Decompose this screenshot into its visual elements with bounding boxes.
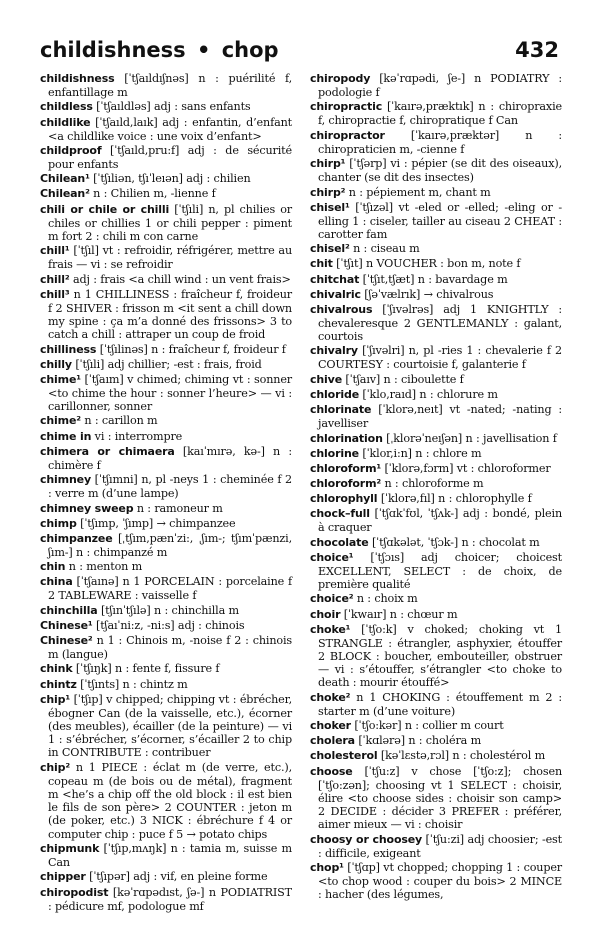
dictionary-entry	[310, 403, 562, 430]
dictionary-entry	[310, 833, 562, 860]
entry-definition: [tʃaıˈni:z, -ni:s] adj : chinois	[92, 618, 245, 632]
dictionary-entry	[310, 129, 562, 156]
entry-definition: adj : frais <a chill wind : un vent frais>	[69, 272, 291, 286]
entry-definition: [ˈtʃɑkələt, ˈtʃɔk-] n : chocolat m	[368, 535, 540, 549]
entry-definition: [ˈtʃıl] vt : refroidir, réfrigérer, mettre au frais — vi : se refroidir	[48, 244, 292, 272]
entry-definition: [kəˈlɛstə,rɔl] n : cholestérol m	[377, 749, 546, 763]
entry-headword: chimera or chimaera	[40, 444, 175, 458]
entry-definition: n : ramoneur m	[133, 501, 223, 515]
entry-definition: [ˈtʃılinəs] n : fraîcheur f, froideur f	[96, 342, 286, 356]
entry-headword: chirp¹	[310, 157, 346, 171]
dictionary-entry	[40, 244, 292, 271]
page-header	[40, 38, 559, 68]
entry-headword: choke²	[310, 690, 351, 704]
entry-headword: choice²	[310, 592, 354, 606]
entry-headword: chink	[40, 662, 73, 676]
entry-definition: n : ciseau m	[349, 242, 420, 256]
dictionary-entry	[40, 144, 292, 171]
entry-definition: [ˈklorə,neıt] vt -nated; -nating : javelliser	[318, 403, 562, 431]
entry-headword: chiropody	[310, 72, 371, 85]
dictionary-entry	[310, 373, 562, 387]
dictionary-entry	[310, 765, 562, 832]
entry-headword: chimp	[40, 516, 77, 530]
entry-headword: chirp²	[310, 185, 346, 199]
dictionary-entry	[40, 445, 292, 472]
entry-headword: chipmunk	[40, 842, 100, 855]
entry-definition: vi : interrompre	[91, 429, 183, 443]
dictionary-entry	[310, 257, 562, 271]
entry-headword: chit	[310, 257, 333, 271]
dictionary-entry	[310, 592, 562, 606]
entry-headword: choose	[310, 764, 353, 778]
dictionary-entry	[310, 388, 562, 402]
entry-definition: n : pépiement m, chant m	[345, 185, 491, 199]
dictionary-entry	[40, 502, 292, 516]
entry-definition: [ˈtʃaıldləs] adj : sans enfants	[92, 100, 251, 114]
dictionary-entry	[310, 447, 562, 461]
dictionary-entry	[40, 842, 292, 869]
entry-headword: Chinese¹	[40, 618, 93, 632]
entry-headword: choke¹	[310, 622, 351, 636]
entry-headword: chimney	[40, 473, 91, 487]
entry-headword: chiropractic	[310, 100, 383, 114]
entry-definition: [ˈʃıvəlrəs] adj 1 KNIGHTLY : chevaleresque 2 GENTLEMANLY : galant, courtois	[318, 302, 562, 344]
entry-definition: [ˈtʃıliən, tʃıˈleıən] adj : chilien	[89, 172, 251, 186]
dictionary-entry	[310, 344, 562, 371]
entry-headword: chime in	[40, 429, 92, 443]
entry-definition: [ˈkaırə,præktər] n : chiropraticien m, -cienne f	[318, 128, 562, 156]
entry-headword: Chilean²	[40, 187, 90, 201]
entry-definition: [ˈklorə,fɔrm] vt : chloroformer	[381, 461, 551, 475]
dictionary-entry	[310, 551, 562, 591]
entry-definition: n 1 CHOKING : étouffement m 2 : starter m (d’une voiture)	[318, 690, 562, 718]
entry-headword: chill²	[40, 272, 70, 286]
entry-headword: chive	[310, 372, 343, 386]
entry-headword: chlorine	[310, 446, 359, 460]
dictionary-entry	[40, 358, 292, 372]
guide-words	[40, 38, 279, 62]
entry-headword: chimney sweep	[40, 501, 134, 515]
entry-headword: chloroform¹	[310, 461, 382, 475]
entry-headword: childlike	[40, 115, 91, 129]
entry-definition: [ˈtʃu:z] v chose [ˈtʃo:z]; chosen [ˈtʃo:zən]; choosing vt 1 SELECT : choisir, élire <to choose sides : choisir son camp> 2 DECIDE : décider 3 PREFER : préférer, aimer mieux — vi : choisir	[318, 764, 562, 832]
entry-headword: chisel²	[310, 242, 350, 256]
entry-definition: n 1 PIECE : éclat m (de verre, etc.), copeau m (de bois ou de métal), fragment m <he’s a chip off the old block : il est bien le fils de son père> 2 COUNTER : jeton m (de poker, etc.) 3 NICK : ébréchure f 4 or computer chip : puce f 5 → potato chips	[48, 760, 292, 841]
entry-definition: [ˈtʃaıld,pru:f] adj : de sécurité pour enfants	[48, 143, 292, 171]
dictionary-entry	[310, 186, 562, 200]
entry-definition: n 1 CHILLINESS : fraîcheur f, froideur f 2 SHIVER : frisson m <it sent a chill down my spine : ça m’a donné des frissons> 3 to catch a chill : attraper un coup de froid	[48, 287, 292, 342]
dictionary-entry	[40, 116, 292, 143]
entry-headword: chimpanzee	[40, 531, 113, 545]
dictionary-entry	[310, 608, 562, 622]
entry-definition: [ˈtʃɑp] vt chopped; chopping 1 : couper <to chop wood : couper du bois> 2 MINCE : hacher (des légumes,	[318, 861, 563, 902]
entry-headword: chop¹	[310, 861, 344, 875]
entry-definition: [ˈtʃo:kər] n : collier m court	[350, 719, 504, 733]
dictionary-entry	[40, 662, 292, 676]
dictionary-entry	[310, 691, 562, 718]
dictionary-entry	[40, 761, 292, 841]
dictionary-entry	[40, 172, 292, 186]
entry-definition: [ˈʃıvəlri] n, pl -ries 1 : chevalerie f 2 COURTESY : courtoisie f, galanterie f	[318, 344, 562, 372]
guide-word-first: childishness	[40, 38, 186, 62]
entry-definition: [ˈtʃıli] n, pl chilies or chiles or chillies 1 or chili pepper : piment m fort 2 : chili m con carne	[48, 202, 292, 243]
entry-headword: chlorination	[310, 431, 383, 445]
dictionary-entry	[310, 623, 562, 690]
dictionary-entry	[40, 560, 292, 574]
entry-headword: chlorinate	[310, 403, 372, 417]
entry-headword: chin	[40, 560, 66, 574]
entry-definition: n : menton m	[65, 560, 143, 574]
entry-headword: chintz	[40, 677, 77, 691]
entry-headword: chloride	[310, 388, 360, 401]
dictionary-entry	[40, 373, 292, 413]
entry-headword: chip¹	[40, 692, 71, 706]
entry-headword: childishness	[40, 72, 115, 85]
entry-headword: chock–full	[310, 507, 370, 521]
entry-headword: cholesterol	[310, 749, 378, 763]
entry-headword: chili or chile or chilli	[40, 202, 170, 216]
entry-definition: [ˈklorə,fıl] n : chlorophylle f	[377, 492, 532, 506]
dictionary-entry	[40, 517, 292, 531]
page-number: 432	[515, 38, 559, 62]
entry-definition: [ˈtʃu:zi] adj choosier; -est : difficile, exigeant	[318, 832, 562, 860]
dictionary-entry	[40, 886, 292, 913]
entry-definition: [ˈtʃo:k] v choked; choking vt 1 STRANGLE : étrangler, asphyxier, étouffer 2 BLOCK : boucher, embouteiller, obstruer — vi : s’étouffer, s’étrangler <to choke to death : mourir étouffé>	[318, 622, 562, 690]
dictionary-entry	[40, 634, 292, 661]
entry-headword: chip²	[40, 760, 71, 774]
right-column	[310, 72, 562, 903]
dictionary-entry	[310, 303, 562, 343]
entry-headword: chipper	[40, 870, 86, 884]
dictionary-entry	[310, 201, 562, 241]
dictionary-entry	[40, 473, 292, 500]
entry-headword: childless	[40, 100, 93, 114]
dictionary-entry	[40, 72, 292, 99]
entry-definition: [ˈtʃaıv] n : ciboulette f	[342, 372, 464, 386]
entry-headword: choir	[310, 607, 341, 621]
entry-headword: chitchat	[310, 272, 360, 286]
entry-headword: chilliness	[40, 342, 97, 356]
dictionary-entry	[310, 100, 562, 127]
dictionary-entry	[310, 273, 562, 287]
entry-headword: chisel¹	[310, 200, 350, 214]
entry-definition: [kaıˈmırə, kə-] n : chimère f	[48, 444, 292, 472]
entry-definition: [ˈtʃınts] n : chintz m	[76, 677, 188, 691]
entry-definition: n : Chilien m, -lienne f	[89, 187, 216, 201]
entry-definition: [ˈtʃaım] v chimed; chiming vt : sonner <to chime the hour : sonner l’heure> — vi : carillonner, sonner	[48, 372, 292, 414]
entry-definition: [ˈtʃɔıs] adj choicer; choicest EXCELLENT, SELECT : de choix, de première qualité	[318, 550, 562, 592]
dictionary-entry	[310, 734, 562, 748]
dictionary-entry	[310, 507, 562, 534]
entry-headword: Chinese²	[40, 634, 93, 648]
entry-definition: n : carillon m	[80, 414, 158, 428]
entry-definition: [kəˈrɑpədi, ʃe-] n PODIATRY : podologie f	[318, 72, 562, 99]
dictionary-entry	[40, 575, 292, 602]
dictionary-entry	[310, 492, 562, 506]
entry-definition: [ˈtʃaınə] n 1 PORCELAIN : porcelaine f 2 TABLEWARE : vaisselle f	[48, 575, 292, 603]
dictionary-entry	[310, 719, 562, 733]
entry-definition: [ˈklor,i:n] n : chlore m	[358, 446, 482, 460]
entry-definition: [ˈtʃaıldıʃnəs] n : puérilité f, enfantillage m	[48, 72, 292, 99]
entry-definition: n 1 : Chinois m, -noise f 2 : chinois m (langue)	[48, 634, 292, 661]
entry-headword: cholera	[310, 734, 355, 748]
dictionary-entry	[310, 288, 562, 302]
guide-separator: •	[196, 38, 211, 62]
dictionary-entry	[40, 100, 292, 114]
entry-headword: chivalry	[310, 344, 358, 358]
entry-headword: chime²	[40, 414, 81, 428]
entry-headword: Chilean¹	[40, 172, 90, 186]
entry-definition: [ˈtʃızəl] vt -eled or -elled; -eling or -elling 1 : ciseler, tailler au ciseau 2 CHEAT : carotter fam	[318, 200, 562, 241]
entry-definition: [ˈtʃıt,tʃæt] n : bavardage m	[359, 272, 508, 286]
dictionary-entry	[310, 749, 562, 763]
dictionary-entry	[40, 273, 292, 287]
entry-definition: [ˈkwaır] n : chœur m	[340, 607, 458, 621]
entry-headword: choice¹	[310, 550, 354, 564]
entry-headword: chiropodist	[40, 885, 109, 899]
entry-headword: choosy or choosey	[310, 832, 423, 846]
entry-headword: chill¹	[40, 244, 70, 258]
dictionary-entry	[310, 432, 562, 446]
entry-definition: [ˈtʃımni] n, pl -neys 1 : cheminée f 2 : verre m (d’une lampe)	[48, 473, 292, 501]
dictionary-entry	[40, 678, 292, 692]
entry-headword: childproof	[40, 143, 102, 157]
entry-headword: chivalric	[310, 287, 361, 301]
entry-definition: n : choix m	[353, 592, 418, 606]
dictionary-entry	[40, 343, 292, 357]
dictionary-entry	[40, 532, 292, 559]
dictionary-entry	[310, 72, 562, 99]
dictionary-entry	[40, 619, 292, 633]
dictionary-entry	[310, 477, 562, 491]
entry-definition: [ˈtʃıŋk] n : fente f, fissure f	[72, 662, 220, 676]
dictionary-entry	[40, 693, 292, 760]
entry-definition: [ˈtʃıp,mʌŋk] n : tamia m, suisse m Can	[48, 842, 292, 869]
entry-definition: [ˈtʃərp] vi : pépier (se dit des oiseaux), chanter (se dit des insectes)	[318, 157, 562, 185]
entry-headword: chiropractor	[310, 128, 385, 142]
entry-definition: [tʃınˈtʃılə] n : chinchilla m	[97, 603, 239, 617]
entry-headword: chill³	[40, 287, 70, 301]
entry-headword: china	[40, 575, 73, 589]
dictionary-entry	[40, 203, 292, 243]
dictionary-entry	[310, 536, 562, 550]
left-column	[40, 72, 292, 914]
entry-definition: [ˈtʃımp, ˈʃımp] → chimpanzee	[76, 516, 236, 530]
entry-headword: choker	[310, 719, 351, 733]
entry-definition: [ˈtʃɑkˈfʊl, ˈtʃʌk-] adj : bondé, plein à craquer	[318, 507, 562, 535]
dictionary-entry	[40, 288, 292, 342]
dictionary-entry	[40, 604, 292, 618]
entry-headword: chivalrous	[310, 302, 373, 316]
entry-definition: [ˈkaırə,præktık] n : chiropraxie f, chiropractie f, chiropratique f Can	[318, 100, 562, 128]
entry-headword: chlorophyll	[310, 492, 378, 506]
dictionary-entry	[40, 430, 292, 444]
dictionary-entry	[40, 414, 292, 428]
entry-headword: chocolate	[310, 535, 369, 549]
dictionary-entry	[40, 870, 292, 884]
dictionary-entry	[310, 462, 562, 476]
dictionary-entry	[310, 157, 562, 184]
dictionary-entry	[40, 187, 292, 201]
entry-headword: chilly	[40, 357, 72, 371]
entry-definition: n : chloroforme m	[381, 477, 484, 490]
entry-definition: [ˈtʃaıld,laık] adj : enfantin, d’enfant <a childlike voice : une voix d’enfant>	[48, 115, 292, 143]
entry-definition: [kəˈrɑpədıst, ʃə-] n PODIATRIST : pédicure mf, podologue mf	[48, 885, 292, 913]
dictionary-entry	[310, 242, 562, 256]
dictionary-entry	[310, 861, 562, 901]
entry-headword: chinchilla	[40, 603, 98, 617]
entry-definition: [ˈtʃıli] adj chillier; -est : frais, froid	[71, 357, 262, 371]
entry-definition: [ˈtʃıpər] adj : vif, en pleine forme	[85, 870, 268, 884]
entry-definition: [ˈklo,raıd] n : chlorure m	[359, 388, 498, 401]
entry-definition: [ˈtʃıt] n VOUCHER : bon m, note f	[332, 257, 521, 271]
guide-word-last: chop	[221, 38, 279, 62]
entry-headword: chime¹	[40, 372, 81, 386]
entry-definition: [ˌtʃım,pænˈzi:, ˌʃım-; tʃımˈpænzi, ʃım-] n : chimpanzé m	[48, 531, 292, 559]
entry-definition: [ʃəˈvælrık] → chivalrous	[360, 287, 494, 301]
entry-definition: [ˈkɑlərə] n : choléra m	[354, 734, 482, 748]
entry-definition: [ˌklorəˈneıʃən] n : javellisation f	[382, 431, 557, 445]
entry-definition: [ˈtʃıp] v chipped; chipping vt : ébrécher, ébogner Can (de la vaisselle, etc.), écorner (des meubles), écailler (de la peinture) — vi 1 : s’ébrécher, s’écorner, s’écailler 2 to chip in CONTRIBUTE : contribuer	[48, 692, 292, 760]
entry-headword: chloroform²	[310, 477, 382, 490]
